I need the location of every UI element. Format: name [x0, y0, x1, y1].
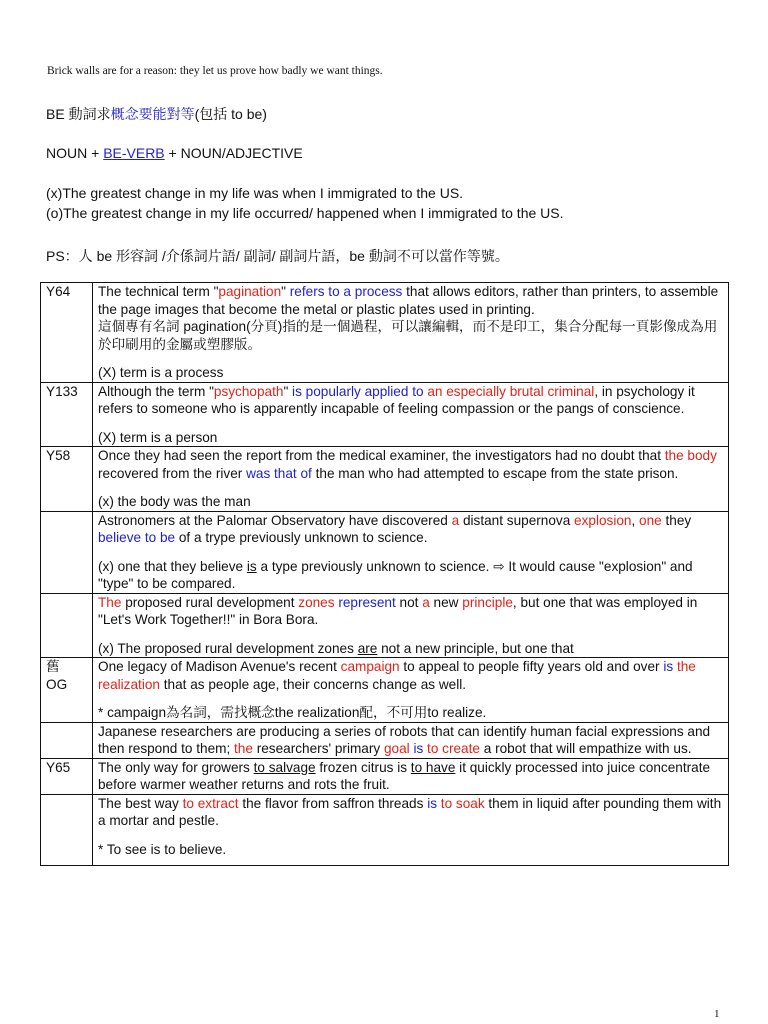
- table-row: [41, 794, 729, 865]
- sentence: The best way to extract the flavor from saffron threads is to soak them in liquid after pounding them with a mortar and pestle.: [98, 795, 722, 828]
- formula-rest: + NOUN/ADJECTIVE: [164, 145, 303, 161]
- note: (x) the body was the man: [98, 494, 251, 509]
- row-content: [93, 722, 729, 758]
- sentence: The only way for growers to salvage frozen citrus is to have it quickly processed into juice concentrate before warmer weather returns and rots the fruit.: [98, 759, 711, 792]
- sentence: The proposed rural development zones represent not a new principle, but one that was employed in "Let's Work Together!!" in Bora Bora.: [98, 594, 698, 627]
- note: (X) term is a person: [98, 429, 218, 445]
- formula-noun: NOUN +: [46, 145, 104, 161]
- examples-table: [40, 282, 729, 866]
- sentence: Although the term "psychopath" is popularly applied to an especially brutal criminal, in psychology it refers to someone who is apparently incapable of feeling compassion or the pangs of conscience.: [98, 383, 695, 416]
- sentence: Japanese researchers are producing a series of robots that can identify human facial expressions and then respond to them; the researchers' primary goal is to create a robot that will empathize with us.: [98, 723, 711, 756]
- row-content: [93, 593, 729, 658]
- sentence: Once they had seen the report from the medical examiner, the investigators had no doubt that the body recovered from the river was that of the man who had attempted to escape from the state prison.: [98, 448, 717, 481]
- be-rule-text: BE 動詞求: [46, 106, 111, 122]
- row-label: Y58: [41, 447, 93, 512]
- row-label: [41, 722, 93, 758]
- row-content: [93, 447, 729, 512]
- row-content: [93, 283, 729, 383]
- row-label: 舊 OG: [41, 658, 93, 723]
- row-label: [41, 511, 93, 593]
- row-label: [41, 593, 93, 658]
- sentence: The technical term "pagination" refers to a process that allows editors, rather than printers, to assemble the page images that become the metal or plastic plates used in printing.: [98, 284, 719, 317]
- note: * To see is to believe.: [98, 841, 227, 857]
- row-label: Y133: [41, 382, 93, 447]
- be-verb-rule: [46, 104, 267, 124]
- ps-note: PS：人 be 形容詞 /介係詞片語/ 副詞/ 副詞片語，be 動詞不可以當作等號。: [46, 248, 509, 264]
- row-label: [41, 794, 93, 865]
- be-rule-paren: (包括 to be): [194, 106, 267, 122]
- row-content: [93, 794, 729, 865]
- table-row: [41, 382, 729, 447]
- note: (x) one that they believe is a type previously unknown to science. ⇨ It would cause "explosion" and "type" to be compared.: [98, 558, 693, 591]
- row-content: [93, 658, 729, 723]
- be-verb-link[interactable]: BE-VERB: [103, 145, 165, 161]
- row-content: [93, 382, 729, 447]
- row-label: Y65: [41, 758, 93, 794]
- note: * campaign為名詞，需找概念the realization配，不可用to realize.: [98, 705, 487, 720]
- page-number: 1: [714, 1008, 720, 1020]
- note: (X) term is a process: [98, 365, 224, 380]
- row-content: [93, 758, 729, 794]
- sentence: One legacy of Madison Avenue's recent campaign to appeal to people fifty years old and over is the realization that as people age, their concerns change as well.: [98, 659, 696, 692]
- example-wrong: (x)The greatest change in my life was when I immigrated to the US.: [46, 185, 464, 201]
- table-row: [41, 758, 729, 794]
- table-row: [41, 511, 729, 593]
- be-rule-highlight: 概念要能對等: [110, 106, 195, 122]
- translation: 這個專有名詞 pagination(分頁)指的是一個過程，可以讓編輯，而不是印工，集合分配每一頁影像成為用於印刷用的金屬或塑膠版。: [98, 319, 718, 352]
- table-row: [41, 283, 729, 383]
- sentence: Astronomers at the Palomar Observatory have discovered a distant supernova explosion, one they believe to be of a trype previously unknown to science.: [98, 512, 692, 545]
- note: (x) The proposed rural development zones are not a new principle, but one that: [98, 640, 574, 656]
- example-right: (o)The greatest change in my life occurred/ happened when I immigrated to the US.: [46, 205, 564, 221]
- table-row: [41, 593, 729, 658]
- row-content: [93, 511, 729, 593]
- quote: Brick walls are for a reason: they let us prove how badly we want things.: [47, 65, 383, 77]
- table-row: [41, 658, 729, 723]
- formula: [46, 145, 303, 161]
- table-row: [41, 722, 729, 758]
- row-label: Y64: [41, 283, 93, 383]
- table-row: [41, 447, 729, 512]
